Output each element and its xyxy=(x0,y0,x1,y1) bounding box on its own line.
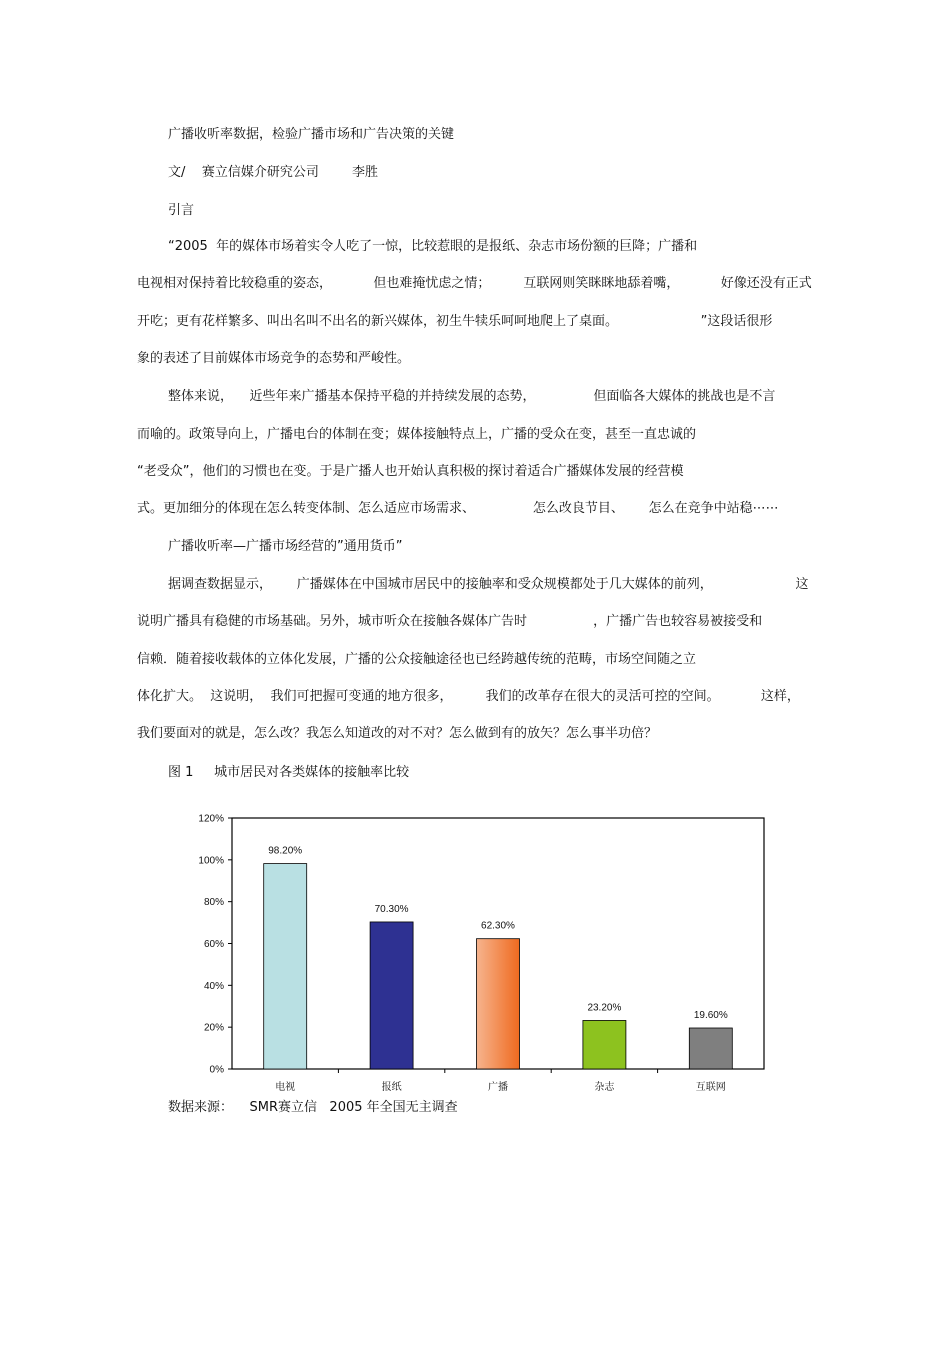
paragraph3-line: 据调查数据显示， 广播媒体在中国城市居民中的接触率和受众规模都处于几大媒体的前列， 这 xyxy=(168,577,809,592)
data-label: 98.20% xyxy=(268,845,303,857)
y-tick-label: 0% xyxy=(209,1064,224,1076)
paragraph1-line: 象的表述了目前媒体市场竞争的态势和严峻性。 xyxy=(137,351,411,366)
x-tick-label: 互联网 xyxy=(695,1082,726,1093)
y-tick-label: 20% xyxy=(203,1022,224,1034)
paragraph1-line: 电视相对保持着比较稳重的姿态， 但也难掩忧虑之情； 互联网则笑眯眯地舔着嘴， 好像还没有正式 xyxy=(137,276,812,291)
x-tick-label: 广播 xyxy=(488,1082,508,1093)
bar xyxy=(477,939,520,1069)
article-title: 广播收听率数据，检验广播市场和广告决策的关键 xyxy=(168,127,455,142)
paragraph2-line: 而喻的。政策导向上，广播电台的体制在变；媒体接触特点上，广播的受众在变，甚至一直忠诚的 xyxy=(137,427,697,442)
data-label: 23.20% xyxy=(587,1002,622,1014)
bar xyxy=(583,1020,626,1069)
section-heading: 广播收听率—广播市场经营的”通用货币” xyxy=(168,539,403,554)
y-tick-label: 100% xyxy=(198,855,224,867)
y-tick-label: 60% xyxy=(203,939,224,950)
bar xyxy=(370,922,413,1069)
paragraph2-line: “老受众”，他们的习惯也在变。于是广播人也开始认真积极的探讨着适合广播媒体发展的经营模 xyxy=(137,464,684,479)
data-label: 19.60% xyxy=(693,1010,728,1022)
figure-caption: 图 1 城市居民对各类媒体的接触率比较 xyxy=(168,765,410,780)
x-tick-label: 杂志 xyxy=(594,1082,615,1093)
paragraph1-line: “2005 年的媒体市场着实令人吃了一惊，比较惹眼的是报纸、杂志市场份额的巨降；广播和 xyxy=(168,239,698,254)
data-label: 70.30% xyxy=(374,903,409,915)
paragraph2-line: 整体来说， 近些年来广播基本保持平稳的并持续发展的态势， 但面临各大媒体的挑战也是不言 xyxy=(168,389,776,404)
intro-heading: 引言 xyxy=(168,203,195,218)
bar xyxy=(689,1028,732,1069)
bar xyxy=(264,864,307,1069)
paragraph3-line: 体化扩大。 这说明， 我们可把握可变通的地方很多， 我们的改革存在很大的灵活可控的空间。 这样， xyxy=(137,689,800,704)
x-tick-label: 报纸 xyxy=(381,1082,402,1093)
y-tick-label: 80% xyxy=(203,897,224,909)
paragraph3-line: 信赖．随着接收载体的立体化发展，广播的公众接触途径也已经跨越传统的范畴，市场空间随之立 xyxy=(137,652,697,667)
paragraph2-line: 式。更加细分的体现在怎么转变体制、怎么适应市场需求、 怎么改良节目、 怎么在竞争中站稳⋯⋯ xyxy=(137,501,779,516)
data-label: 62.30% xyxy=(481,920,515,932)
byline: 文/ 赛立信媒介研究公司 李胜 xyxy=(168,165,378,180)
x-tick-label: 电视 xyxy=(275,1082,296,1093)
paragraph1-line: 开吃；更有花样繁多、叫出名叫不出名的新兴媒体，初生牛犊乐呵呵地爬上了桌面。 ”这段话很形 xyxy=(137,314,773,329)
y-tick-label: 120% xyxy=(198,813,224,825)
bar-chart xyxy=(190,808,780,1100)
paragraph3-line: 说明广播具有稳健的市场基础。另外，城市听众在接触各媒体广告时 ，广播广告也较容易被接受和 xyxy=(137,614,763,629)
source-note: 数据来源： SMR赛立信 2005 年全国无主调查 xyxy=(168,1100,458,1115)
y-tick-label: 40% xyxy=(203,980,224,992)
paragraph3-line: 我们要面对的就是，怎么改？我怎么知道改的对不对？怎么做到有的放矢？怎么事半功倍？ xyxy=(137,726,658,741)
